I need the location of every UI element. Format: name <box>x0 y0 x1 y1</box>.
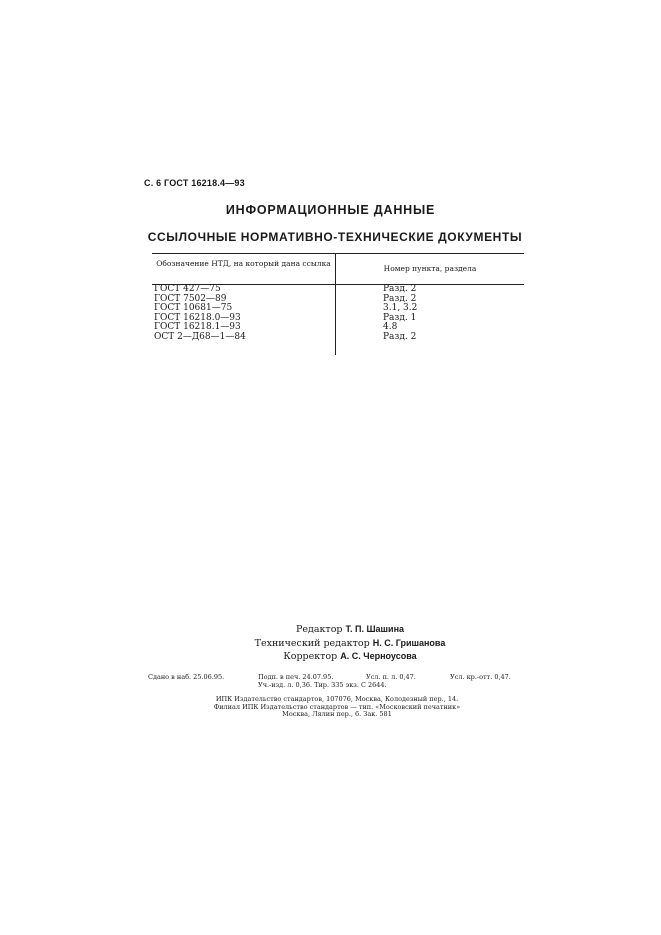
publisher-line: Москва, Лялин пер., 6. Зак. 581 <box>282 710 392 718</box>
corrector-name: А. С. Черноусова <box>340 651 417 661</box>
cell-document: ГОСТ 16218.0—93 <box>154 312 241 323</box>
header-document-designation: Обозначение НТД, на который дана ссылка <box>156 259 331 268</box>
table-body <box>152 285 524 343</box>
editor-line <box>230 623 470 637</box>
editor-name: Т. П. Шашина <box>345 624 405 634</box>
imprint-line <box>148 682 526 690</box>
typeset-date: Сдано в наб. 25.06.95. <box>148 673 225 681</box>
title-reference-documents: ССЫЛОЧНЫЕ НОРМАТИВНО-ТЕХНИЧЕСКИЕ ДОКУМЕНТЫ <box>147 230 523 244</box>
credits-block <box>230 623 470 664</box>
cell-document: ОСТ 2—Д68—1—84 <box>154 331 246 342</box>
cell-document: ГОСТ 16218.1—93 <box>154 322 241 333</box>
reference-documents-table <box>152 253 524 343</box>
table-header <box>152 253 524 285</box>
printed-sheets: Усл. п. л. 0,47. <box>366 673 416 681</box>
publisher-line: ИПК Издательство стандартов, 107076, Москва, Колодезный пер., 14. <box>215 695 459 703</box>
print-signed-date: Подп. в печ. 24.07.95. <box>258 673 334 681</box>
cell-section: Разд. 2 <box>383 331 417 342</box>
tech-editor-line <box>230 637 470 651</box>
column-divider <box>335 285 336 355</box>
publisher-line: Филиал ИПК Издательство стандартов — тип. «Московский печатник» <box>213 702 461 711</box>
page-header: С. 6 ГОСТ 16218.4—93 <box>144 178 245 188</box>
imprint-block <box>148 674 526 689</box>
publishing-info: Уч.-изд. л. 0,36. Тир. 335 экз. С 2644. <box>258 680 387 689</box>
cell-document: ГОСТ 427—75 <box>154 284 221 294</box>
corrector-line <box>230 650 470 664</box>
publisher-block <box>148 696 526 719</box>
cell-document: ГОСТ 7502—89 <box>154 293 227 304</box>
table-row <box>152 333 524 343</box>
corrector-role: Корректор <box>283 651 338 662</box>
color-prints: Усл. кр.-отт. 0,47. <box>450 673 511 681</box>
cell-document: ГОСТ 10681—75 <box>154 303 233 314</box>
cell-section: Разд. 2 <box>383 284 417 294</box>
cell-section: 3.1, 3.2 <box>383 303 418 314</box>
header-section-number: Номер пункта, раздела <box>383 264 477 273</box>
cell-section: 4.8 <box>383 322 398 333</box>
tech-editor-role: Технический редактор <box>254 637 370 649</box>
cell-section: Разд. 2 <box>383 293 417 304</box>
title-informational-data: ИНФОРМАЦИОННЫЕ ДАННЫЕ <box>225 203 436 217</box>
tech-editor-name: Н. С. Гришанова <box>372 637 446 648</box>
editor-role: Редактор <box>295 624 343 635</box>
cell-section: Разд. 1 <box>383 312 417 323</box>
